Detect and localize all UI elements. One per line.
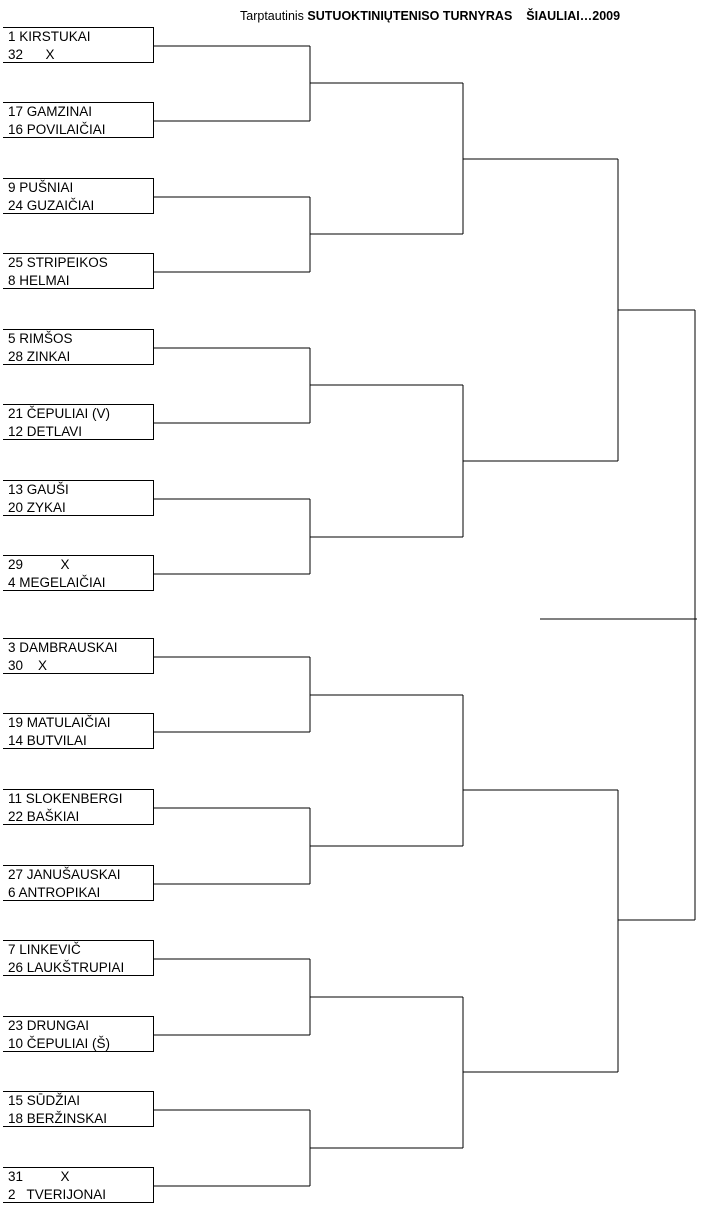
entry-team-bottom: 6 ANTROPIKAI — [8, 885, 101, 900]
entry-team-bottom: 12 DETLAVI — [8, 424, 83, 439]
entry-team-top: 17 GAMZINAI — [8, 104, 93, 119]
entry-team-top: 27 JANUŠAUSKAI — [8, 867, 121, 882]
entry-team-bottom: 2 TVERIJONAI — [8, 1187, 107, 1202]
entry-team-bottom: 18 BERŽINSKAI — [8, 1111, 108, 1126]
entry-team-top: 1 KIRSTUKAI — [8, 29, 91, 44]
title-city: ŠIAULIAI…2009 — [526, 9, 621, 23]
entry-team-top: 3 DAMBRAUSKAI — [8, 640, 118, 655]
entry-team-bottom: 8 HELMAI — [8, 273, 70, 288]
title-main: SUTUOKTINIŲTENISO TURNYRAS — [307, 9, 513, 23]
entry-team-bottom: 22 BAŠKIAI — [8, 809, 80, 824]
entry-team-bottom: 14 BUTVILAI — [8, 733, 87, 748]
entry-team-top: 19 MATULAIČIAI — [8, 715, 111, 730]
entry-team-top: 7 LINKEVIČ — [8, 942, 81, 957]
entry-team-top: 5 RIMŠOS — [8, 331, 73, 346]
entry-team-top: 23 DRUNGAI — [8, 1018, 90, 1033]
entry-team-top: 15 SŪDŽIAI — [8, 1093, 81, 1108]
round-2-connectors — [310, 83, 463, 1148]
entry-team-top: 21 ČEPULIAI (V) — [8, 406, 111, 421]
entry-team-top: 29 X — [8, 557, 70, 572]
entry-team-top: 31 X — [8, 1169, 70, 1184]
entry-team-bottom: 26 LAUKŠTRUPIAI — [8, 960, 125, 975]
round-1-connectors — [154, 46, 310, 1186]
entry-team-bottom: 20 ZYKAI — [8, 500, 66, 515]
round-3-connectors — [463, 159, 618, 1072]
entry-team-bottom: 10 ČEPULIAI (Š) — [8, 1036, 111, 1051]
semifinal-connectors — [618, 310, 695, 920]
entry-team-bottom: 24 GUZAIČIAI — [8, 198, 95, 213]
entry-team-top: 13 GAUŠI — [8, 482, 69, 497]
entry-team-bottom: 28 ZINKAI — [8, 349, 71, 364]
entry-team-bottom: 32 X — [8, 47, 55, 62]
entry-team-top: 25 STRIPEIKOS — [8, 255, 108, 270]
entry-team-bottom: 16 POVILAIČIAI — [8, 122, 106, 137]
entry-team-top: 11 SLOKENBERGI — [8, 791, 123, 806]
entry-team-top: 9 PUŠNIAI — [8, 180, 74, 195]
entry-team-bottom: 4 MEGELAIČIAI — [8, 575, 106, 590]
entry-team-bottom: 30 X — [8, 658, 48, 673]
title-prefix: Tarptautinis — [240, 9, 304, 23]
